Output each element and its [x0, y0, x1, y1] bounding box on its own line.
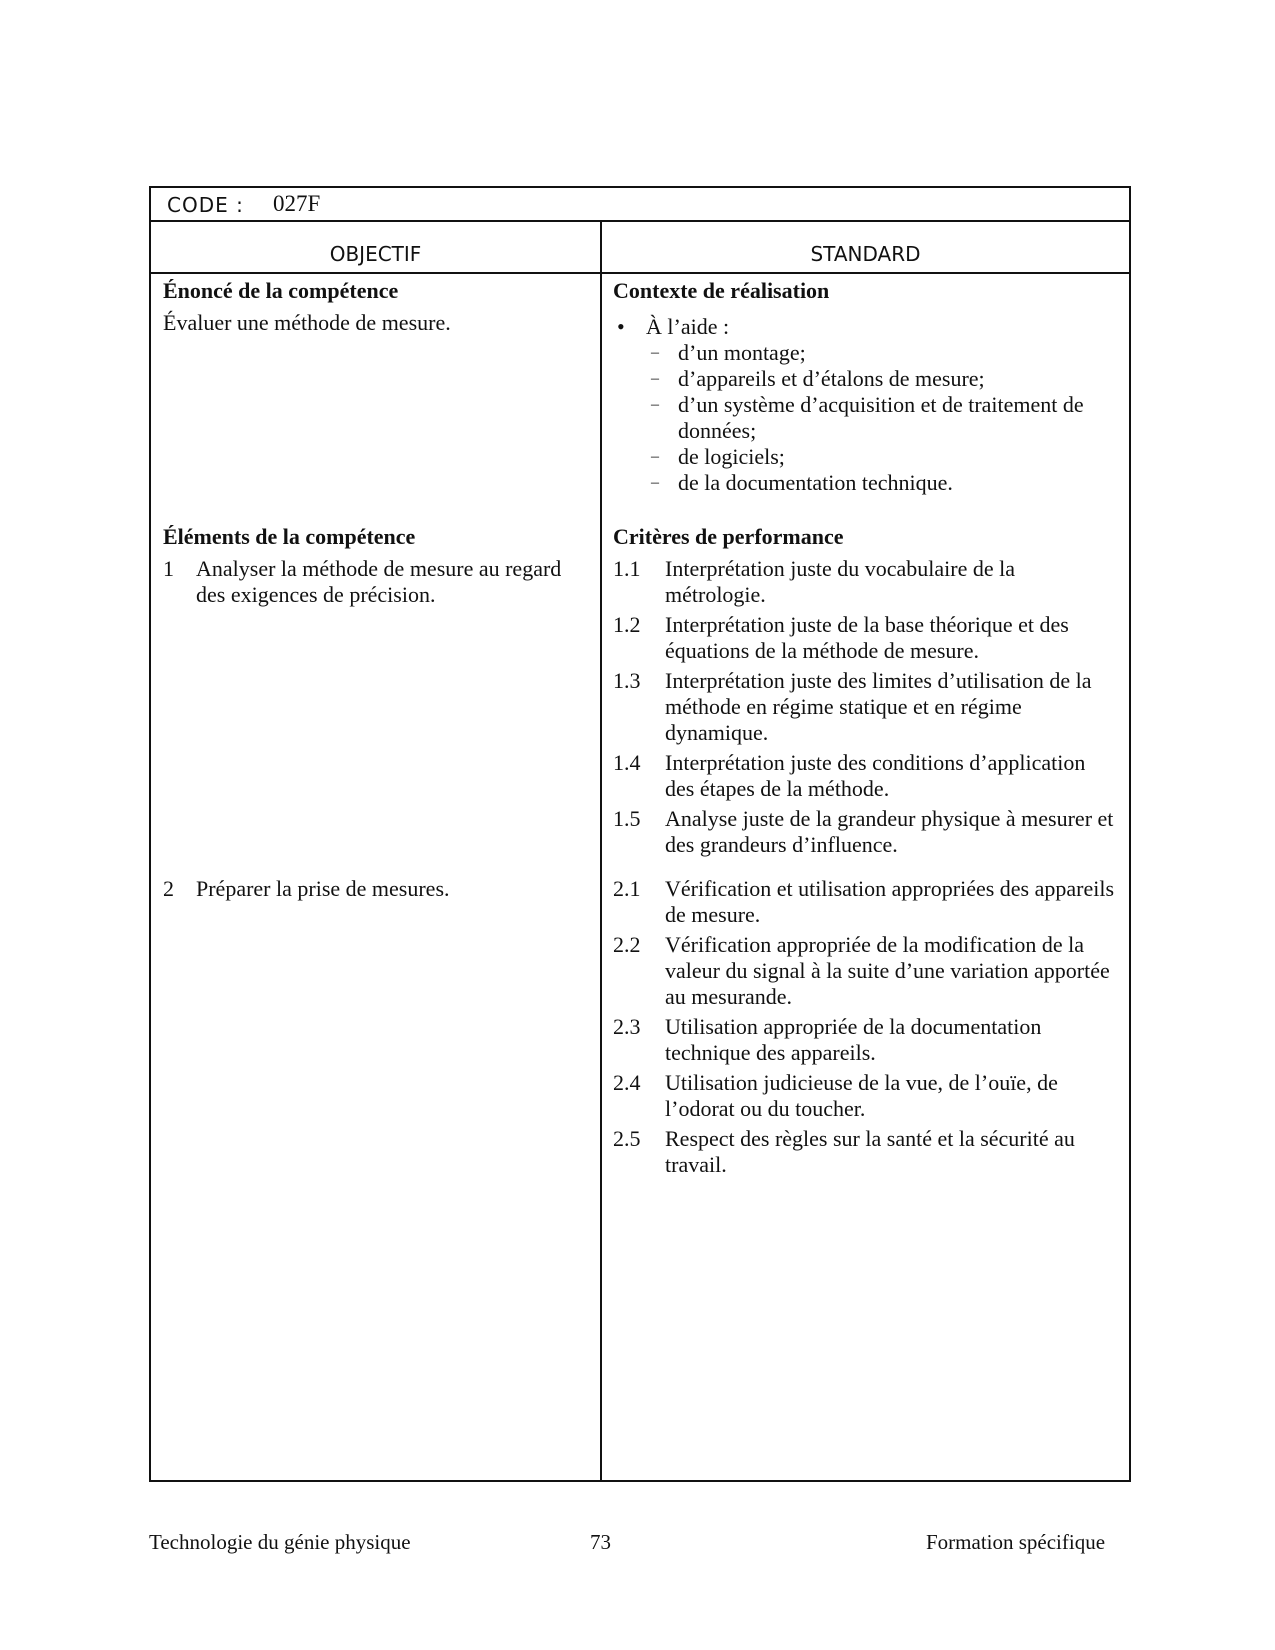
critere-item: [613, 806, 1118, 858]
critere-item: [613, 932, 1118, 1010]
critere-text: Interprétation juste des conditions d’application des étapes de la méthode.: [665, 750, 1086, 801]
critere-text: Interprétation juste du vocabulaire de la métrologie.: [665, 556, 1016, 607]
critere-number: 1.5: [613, 806, 641, 831]
critere-number: 1.2: [613, 612, 641, 637]
contexte-heading: Contexte de réalisation: [613, 278, 830, 303]
elements-section: [163, 524, 588, 608]
element-item: [163, 556, 588, 608]
critere-number: 1.1: [613, 556, 641, 581]
criteres-section: [613, 524, 1118, 862]
critere-number: 2.2: [613, 932, 641, 957]
criteres-group-2: [613, 876, 1118, 1182]
contexte-item-text: d’un montage;: [678, 340, 806, 365]
contexte-item: [613, 340, 1118, 366]
critere-item: [613, 612, 1118, 664]
dash-icon: –: [651, 448, 659, 465]
contexte-section: [613, 278, 1118, 496]
contexte-bullet: [613, 314, 1118, 340]
critere-item: [613, 556, 1118, 608]
header-row: [151, 222, 1129, 274]
critere-text: Interprétation juste de la base théorique et des équations de la méthode de mesure.: [665, 612, 1069, 663]
critere-number: 2.3: [613, 1014, 641, 1039]
critere-item: [613, 876, 1118, 928]
bullet-icon: •: [617, 314, 625, 339]
dash-icon: –: [651, 370, 659, 387]
critere-text: Vérification appropriée de la modification de la valeur du signal à la suite d’une variation apportée au mesurande.: [665, 932, 1110, 1009]
code-label: CODE :: [167, 193, 244, 217]
footer-program: Technologie du génie physique: [149, 1530, 411, 1554]
critere-text: Utilisation appropriée de la documentation technique des appareils.: [665, 1014, 1042, 1065]
element-number: 1: [163, 556, 174, 581]
critere-item: [613, 668, 1118, 746]
code-row: [151, 188, 1129, 222]
critere-number: 1.3: [613, 668, 641, 693]
competency-table: [149, 186, 1131, 1482]
code-value: 027F: [273, 191, 321, 216]
critere-number: 2.1: [613, 876, 641, 901]
dash-icon: –: [651, 344, 659, 361]
critere-text: Respect des règles sur la santé et la sécurité au travail.: [665, 1126, 1075, 1177]
contexte-item: [613, 366, 1118, 392]
critere-item: [613, 1126, 1118, 1178]
dash-icon: –: [651, 396, 659, 413]
criteres-heading: Critères de performance: [613, 524, 844, 549]
critere-text: Vérification et utilisation appropriées des appareils de mesure.: [665, 876, 1115, 927]
critere-number: 2.4: [613, 1070, 641, 1095]
contexte-bullet-text: À l’aide :: [646, 314, 730, 339]
contexte-item-text: de la documentation technique.: [678, 470, 953, 495]
contexte-item: [613, 470, 1118, 496]
contexte-item: [613, 444, 1118, 470]
contexte-item-text: de logiciels;: [678, 444, 785, 469]
dash-icon: –: [651, 474, 659, 491]
element-text: Préparer la prise de mesures.: [196, 876, 450, 901]
element-number: 2: [163, 876, 174, 901]
element-text: Analyser la méthode de mesure au regard des exigences de précision.: [196, 556, 562, 607]
critere-text: Utilisation judicieuse de la vue, de l’ouïe, de l’odorat ou du toucher.: [665, 1070, 1058, 1121]
column-divider: [600, 222, 602, 1480]
enonce-section: [163, 278, 588, 336]
elements-heading: Éléments de la compétence: [163, 524, 416, 549]
critere-text: Analyse juste de la grandeur physique à mesurer et des grandeurs d’influence.: [665, 806, 1114, 857]
standard-header: STANDARD: [810, 242, 921, 266]
critere-item: [613, 1070, 1118, 1122]
footer-section: Formation spécifique: [926, 1530, 1106, 1554]
critere-number: 2.5: [613, 1126, 641, 1151]
objectif-header: OBJECTIF: [329, 242, 422, 266]
element-item: [163, 876, 588, 902]
enonce-heading: Énoncé de la compétence: [163, 278, 399, 303]
element-item-2: [163, 876, 588, 902]
contexte-item-text: d’un système d’acquisition et de traitement de données;: [678, 392, 1084, 443]
enonce-text: Évaluer une méthode de mesure.: [163, 310, 451, 335]
page-number: 73: [590, 1530, 611, 1554]
critere-number: 1.4: [613, 750, 641, 775]
critere-item: [613, 750, 1118, 802]
critere-text: Interprétation juste des limites d’utilisation de la méthode en régime statique et en régime dynamique.: [665, 668, 1092, 745]
contexte-item-text: d’appareils et d’étalons de mesure;: [678, 366, 985, 391]
contexte-item: [613, 392, 1118, 444]
critere-item: [613, 1014, 1118, 1066]
